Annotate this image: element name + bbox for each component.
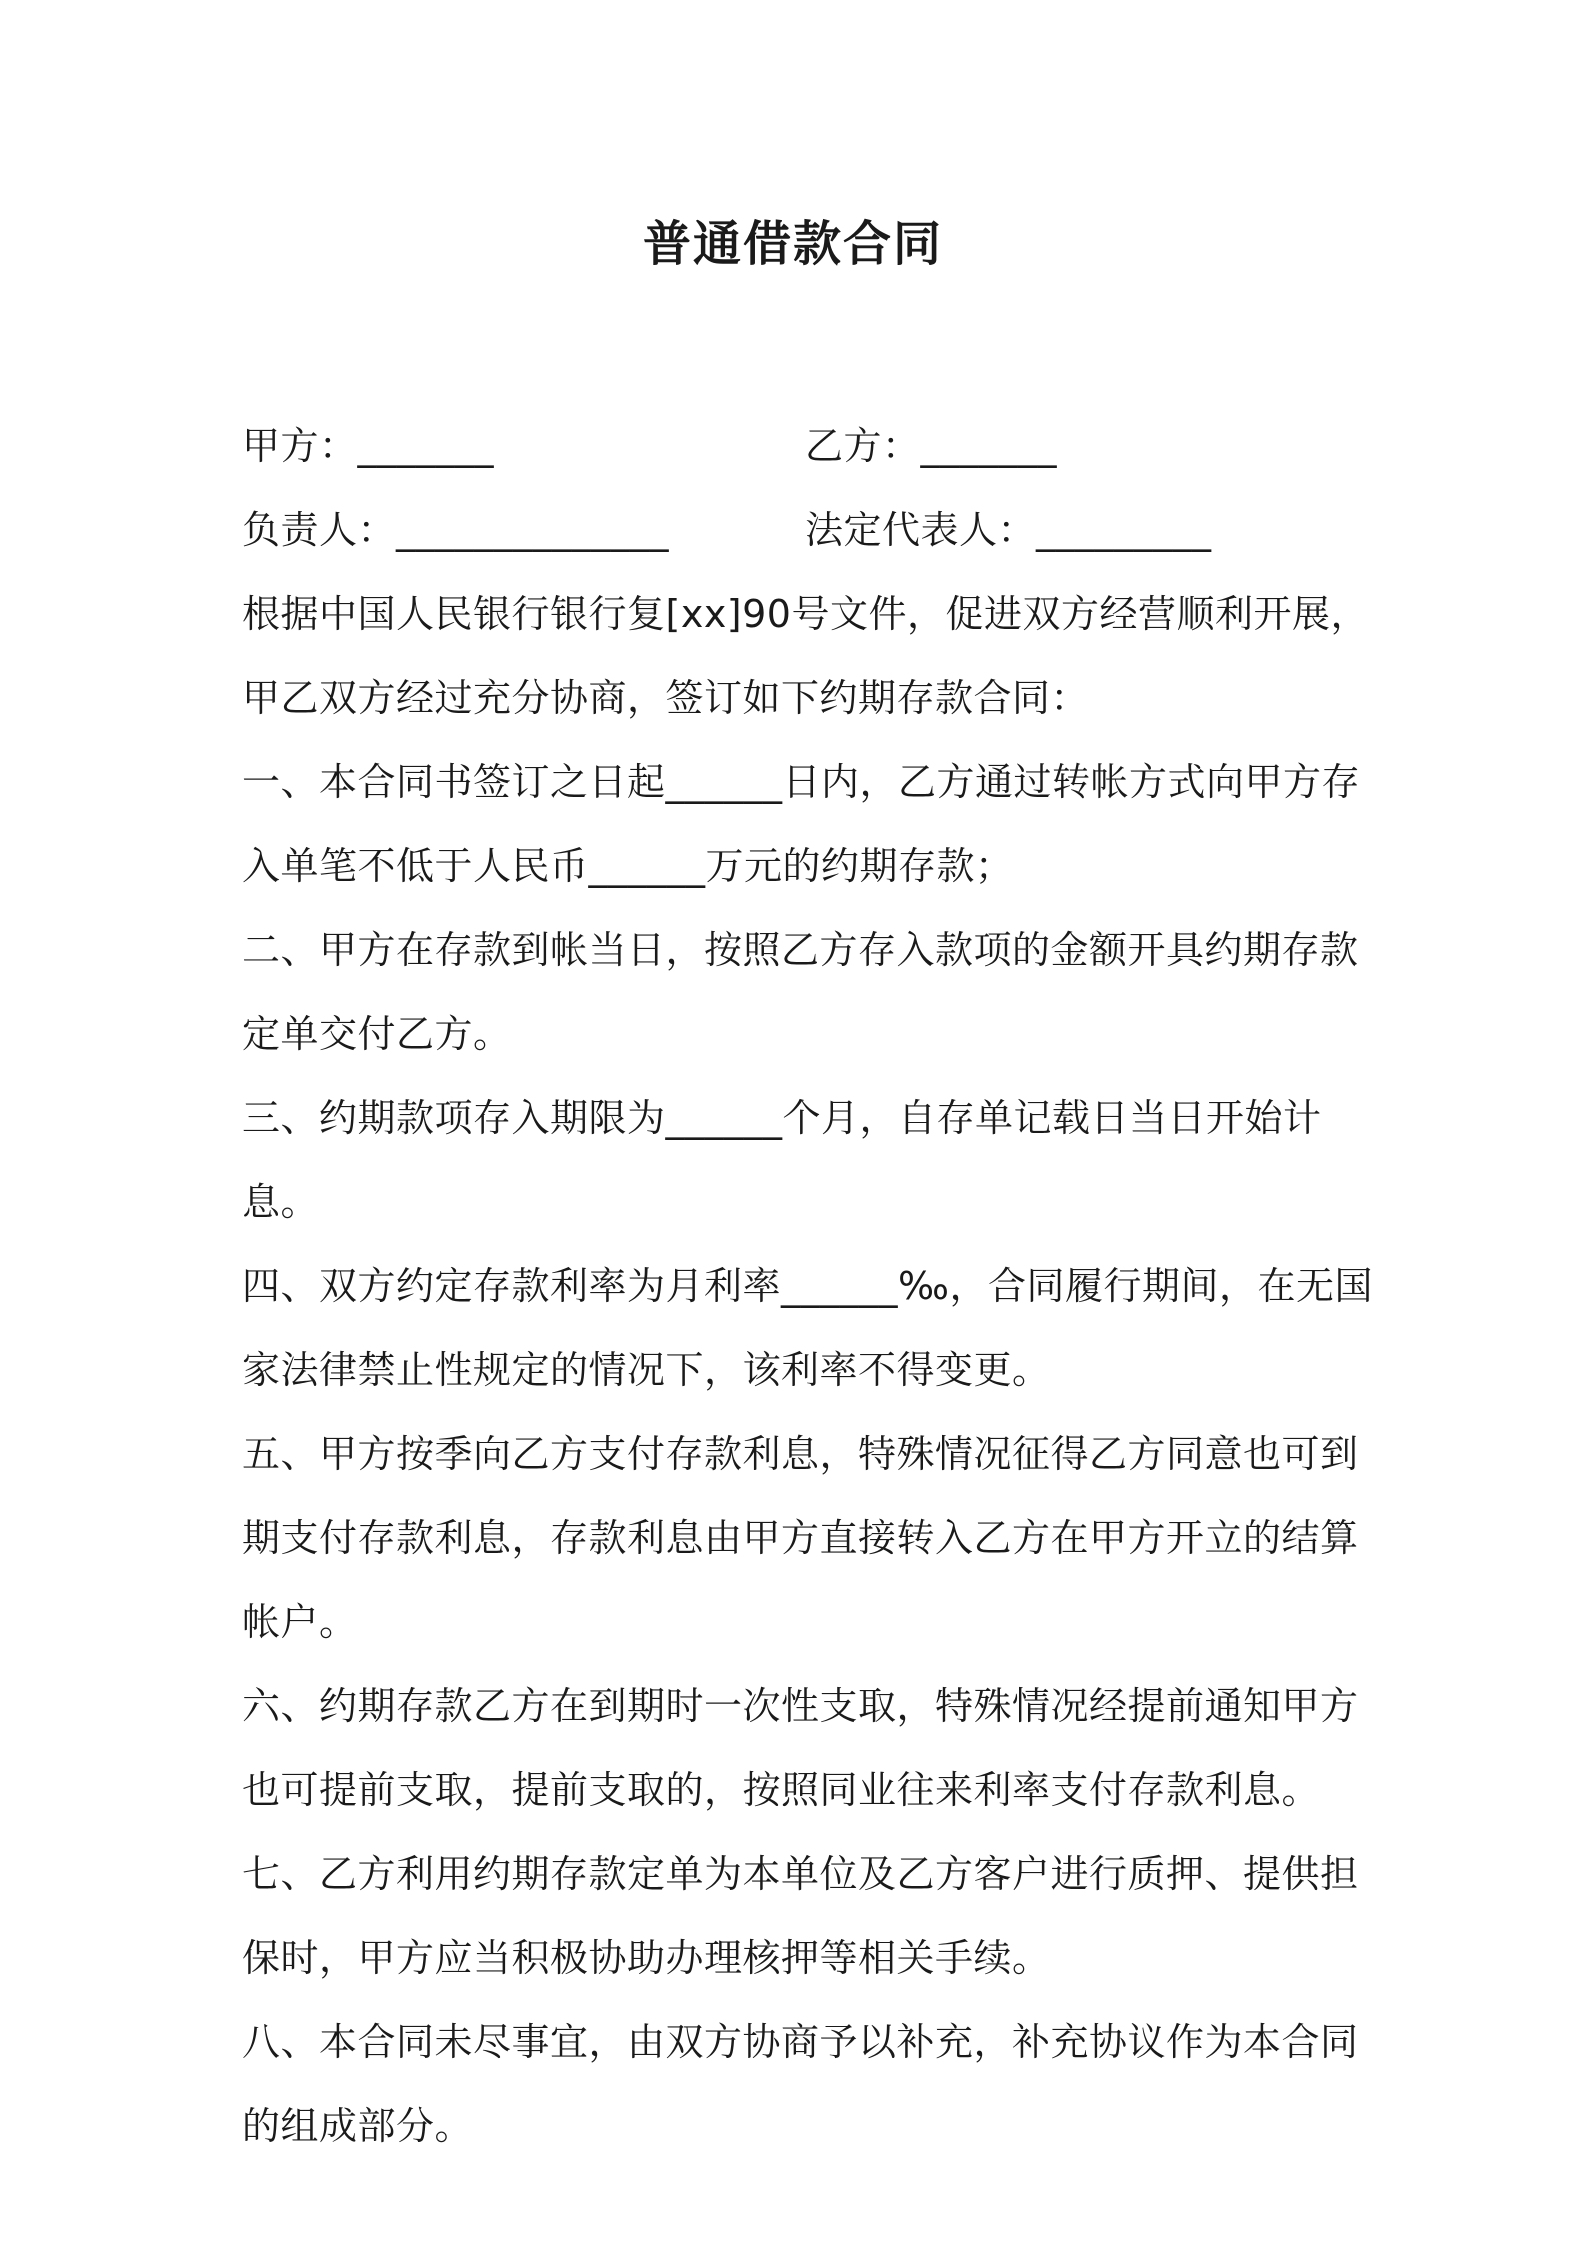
party-a-field: 甲方：_______ (242, 424, 495, 468)
clause-4: 四、双方约定存款利率为月利率______‰，合同履行期间，在无国家法律禁止性规定的情况下，该利率不得变更。 (242, 1264, 1373, 1392)
preamble-paragraph: 根据中国人民银行银行复[xx]90号文件，促进双方经营顺利开展，甲乙双方经过充分协商，签订如下约期存款合同： (242, 592, 1369, 720)
clause-8: 八、本合同未尽事宜，由双方协商予以补充，补充协议作为本合同的组成部分。 (242, 2020, 1359, 2148)
clause-2: 二、甲方在存款到帐当日，按照乙方存入款项的金额开具约期存款定单交付乙方。 (242, 928, 1359, 1056)
party-row-1 (242, 404, 1377, 488)
document-title: 普通借款合同 (642, 216, 943, 272)
clause-5: 五、甲方按季向乙方支付存款利息，特殊情况征得乙方同意也可到期支付存款利息，存款利息由甲方直接转入乙方在甲方开立的结算帐户。 (242, 1432, 1359, 1644)
clause-1: 一、本合同书签订之日起______日内，乙方通过转帐方式向甲方存入单笔不低于人民币______万元的约期存款； (242, 760, 1361, 888)
clause-3: 三、约期款项存入期限为______个月，自存单记载日当日开始计息。 (242, 1096, 1322, 1224)
clause-6: 六、约期存款乙方在到期时一次性支取，特殊情况经提前通知甲方也可提前支取，提前支取的，按照同业往来利率支付存款利息。 (242, 1684, 1359, 1812)
clause-7: 七、乙方利用约期存款定单为本单位及乙方客户进行质押、提供担保时，甲方应当积极协助办理核押等相关手续。 (242, 1852, 1359, 1980)
contract-body (242, 404, 1377, 2168)
responsible-person-field: 负责人：______________ (242, 508, 670, 552)
legal-representative-field: 法定代表人：_________ (805, 508, 1212, 552)
party-b-field: 乙方：_______ (805, 424, 1058, 468)
party-row-2 (242, 488, 1377, 572)
